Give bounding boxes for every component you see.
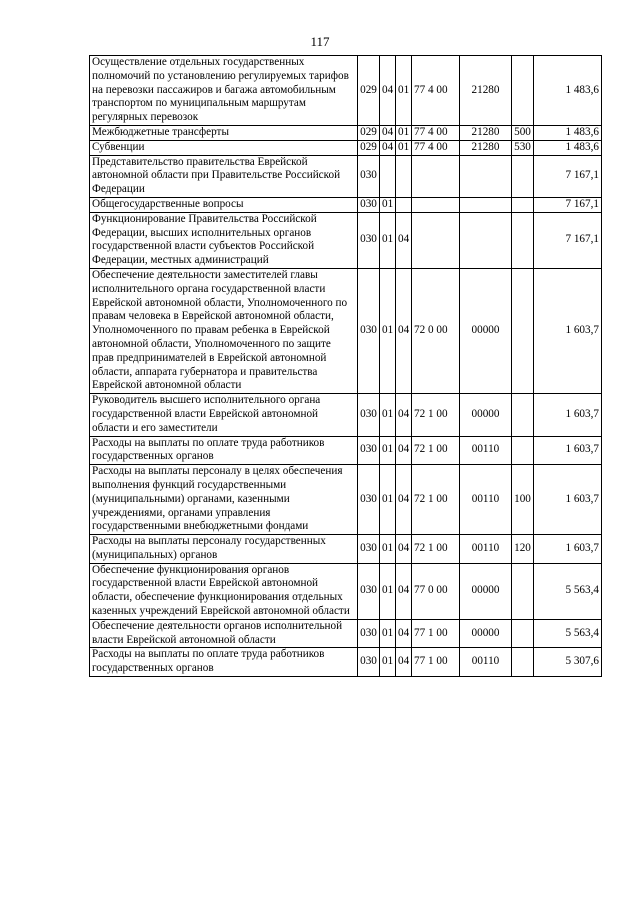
row-expense-type — [512, 155, 534, 197]
row-subsection-code: 04 — [396, 648, 412, 677]
table-row — [90, 155, 602, 197]
row-ved-code: 030 — [358, 648, 380, 677]
row-amount: 1 483,6 — [534, 56, 602, 126]
table-row — [90, 394, 602, 436]
row-target-article-suffix: 00000 — [460, 619, 512, 648]
table-body — [90, 56, 602, 677]
row-target-article-suffix: 00110 — [460, 465, 512, 535]
row-expense-type — [512, 648, 534, 677]
row-section-code: 04 — [380, 125, 396, 140]
row-amount: 7 167,1 — [534, 197, 602, 212]
row-target-article: 72 1 00 — [412, 394, 460, 436]
row-target-article: 72 0 00 — [412, 268, 460, 393]
row-subsection-code: 04 — [396, 619, 412, 648]
row-amount: 1 603,7 — [534, 268, 602, 393]
row-subsection-code — [396, 155, 412, 197]
row-ved-code: 029 — [358, 56, 380, 126]
row-target-article-suffix — [460, 155, 512, 197]
row-subsection-code: 01 — [396, 56, 412, 126]
row-ved-code: 030 — [358, 197, 380, 212]
row-section-code: 01 — [380, 394, 396, 436]
row-expense-type — [512, 212, 534, 268]
row-name: Представительство правительства Еврейской автономной области при Правительстве Российской Федерации — [90, 155, 358, 197]
row-target-article-suffix: 00000 — [460, 394, 512, 436]
row-target-article-suffix: 21280 — [460, 140, 512, 155]
row-expense-type — [512, 268, 534, 393]
row-target-article: 77 1 00 — [412, 619, 460, 648]
row-target-article: 77 4 00 — [412, 56, 460, 126]
row-subsection-code: 01 — [396, 140, 412, 155]
row-amount: 1 603,7 — [534, 394, 602, 436]
row-section-code — [380, 155, 396, 197]
row-amount: 7 167,1 — [534, 212, 602, 268]
row-section-code: 01 — [380, 619, 396, 648]
row-target-article: 77 4 00 — [412, 140, 460, 155]
table-row — [90, 648, 602, 677]
row-target-article: 77 4 00 — [412, 125, 460, 140]
row-section-code: 01 — [380, 563, 396, 619]
row-amount: 7 167,1 — [534, 155, 602, 197]
budget-table — [89, 55, 602, 677]
row-amount: 1 603,7 — [534, 465, 602, 535]
row-subsection-code: 04 — [396, 563, 412, 619]
row-expense-type — [512, 563, 534, 619]
row-target-article — [412, 155, 460, 197]
table-row — [90, 436, 602, 465]
table-row — [90, 465, 602, 535]
row-target-article-suffix: 00110 — [460, 648, 512, 677]
row-ved-code: 030 — [358, 563, 380, 619]
row-target-article-suffix: 00000 — [460, 563, 512, 619]
row-section-code: 01 — [380, 197, 396, 212]
row-subsection-code: 04 — [396, 212, 412, 268]
row-amount: 5 563,4 — [534, 563, 602, 619]
table-row — [90, 125, 602, 140]
row-expense-type — [512, 436, 534, 465]
row-name: Обеспечение деятельности заместителей главы исполнительного органа государственной власти Еврейской автономной области, Уполномоченного по правам человека в Еврейской автономной области, Уполномоченного по правам ребенка в Еврейской автономной области, Уполномоченного по защите прав предпринимателей в Еврейской автономной области, аппарата губернатора и правительства Еврейской автономной области — [90, 268, 358, 393]
row-target-article: 77 0 00 — [412, 563, 460, 619]
row-name: Обеспечение деятельности органов исполнительной власти Еврейской автономной области — [90, 619, 358, 648]
row-amount: 5 563,4 — [534, 619, 602, 648]
row-amount: 1 603,7 — [534, 436, 602, 465]
table-row — [90, 140, 602, 155]
row-expense-type: 530 — [512, 140, 534, 155]
row-target-article-suffix: 00110 — [460, 535, 512, 564]
row-name: Функционирование Правительства Российской Федерации, высших исполнительных органов государственной власти субъектов Российской Федерации, местных администраций — [90, 212, 358, 268]
row-name: Межбюджетные трансферты — [90, 125, 358, 140]
row-target-article: 72 1 00 — [412, 465, 460, 535]
row-subsection-code: 04 — [396, 268, 412, 393]
row-name: Руководитель высшего исполнительного органа государственной власти Еврейской автономной области и его заместители — [90, 394, 358, 436]
row-subsection-code: 04 — [396, 465, 412, 535]
row-target-article: 72 1 00 — [412, 436, 460, 465]
row-target-article-suffix — [460, 197, 512, 212]
row-section-code: 01 — [380, 648, 396, 677]
page-number: 117 — [310, 34, 330, 49]
row-section-code: 01 — [380, 465, 396, 535]
row-subsection-code: 01 — [396, 125, 412, 140]
row-expense-type — [512, 619, 534, 648]
table-row — [90, 563, 602, 619]
row-name: Субвенции — [90, 140, 358, 155]
row-target-article: 77 1 00 — [412, 648, 460, 677]
row-target-article — [412, 212, 460, 268]
row-name: Расходы на выплаты персоналу в целях обеспечения выполнения функций государственными (муниципальными) органами, казенными учреждениями, органами управления государственными внебюджетными фондами — [90, 465, 358, 535]
row-target-article-suffix — [460, 212, 512, 268]
row-target-article-suffix: 21280 — [460, 56, 512, 126]
row-subsection-code: 04 — [396, 394, 412, 436]
table-row — [90, 619, 602, 648]
row-name: Расходы на выплаты персоналу государственных (муниципальных) органов — [90, 535, 358, 564]
row-ved-code: 030 — [358, 535, 380, 564]
row-amount: 1 483,6 — [534, 125, 602, 140]
row-target-article-suffix: 00110 — [460, 436, 512, 465]
table-row — [90, 212, 602, 268]
row-target-article-suffix: 00000 — [460, 268, 512, 393]
row-name: Обеспечение функционирования органов государственной власти Еврейской автономной области, обеспечение функционирования отдельных казенных учреждений Еврейской автономной области — [90, 563, 358, 619]
row-ved-code: 030 — [358, 436, 380, 465]
row-target-article: 72 1 00 — [412, 535, 460, 564]
row-name: Осуществление отдельных государственных полномочий по установлению регулируемых тарифов на перевозки пассажиров и багажа автомобильным транспортом по муниципальным маршрутам регулярных перевозок — [90, 56, 358, 126]
row-ved-code: 030 — [358, 465, 380, 535]
row-name: Общегосударственные вопросы — [90, 197, 358, 212]
row-subsection-code: 04 — [396, 436, 412, 465]
row-ved-code: 030 — [358, 155, 380, 197]
row-section-code: 01 — [380, 436, 396, 465]
table-row — [90, 535, 602, 564]
row-section-code: 01 — [380, 535, 396, 564]
row-ved-code: 029 — [358, 125, 380, 140]
row-name: Расходы на выплаты по оплате труда работников государственных органов — [90, 436, 358, 465]
row-expense-type — [512, 394, 534, 436]
row-amount: 5 307,6 — [534, 648, 602, 677]
row-section-code: 04 — [380, 56, 396, 126]
row-target-article — [412, 197, 460, 212]
row-amount: 1 483,6 — [534, 140, 602, 155]
row-target-article-suffix: 21280 — [460, 125, 512, 140]
row-expense-type — [512, 197, 534, 212]
row-expense-type — [512, 56, 534, 126]
row-ved-code: 030 — [358, 394, 380, 436]
row-section-code: 01 — [380, 268, 396, 393]
table-row — [90, 197, 602, 212]
row-ved-code: 029 — [358, 140, 380, 155]
row-expense-type: 500 — [512, 125, 534, 140]
row-subsection-code — [396, 197, 412, 212]
row-ved-code: 030 — [358, 212, 380, 268]
row-subsection-code: 04 — [396, 535, 412, 564]
row-ved-code: 030 — [358, 619, 380, 648]
table-row — [90, 268, 602, 393]
row-name: Расходы на выплаты по оплате труда работников государственных органов — [90, 648, 358, 677]
row-expense-type: 100 — [512, 465, 534, 535]
row-amount: 1 603,7 — [534, 535, 602, 564]
row-section-code: 04 — [380, 140, 396, 155]
row-ved-code: 030 — [358, 268, 380, 393]
table-row — [90, 56, 602, 126]
row-section-code: 01 — [380, 212, 396, 268]
row-expense-type: 120 — [512, 535, 534, 564]
